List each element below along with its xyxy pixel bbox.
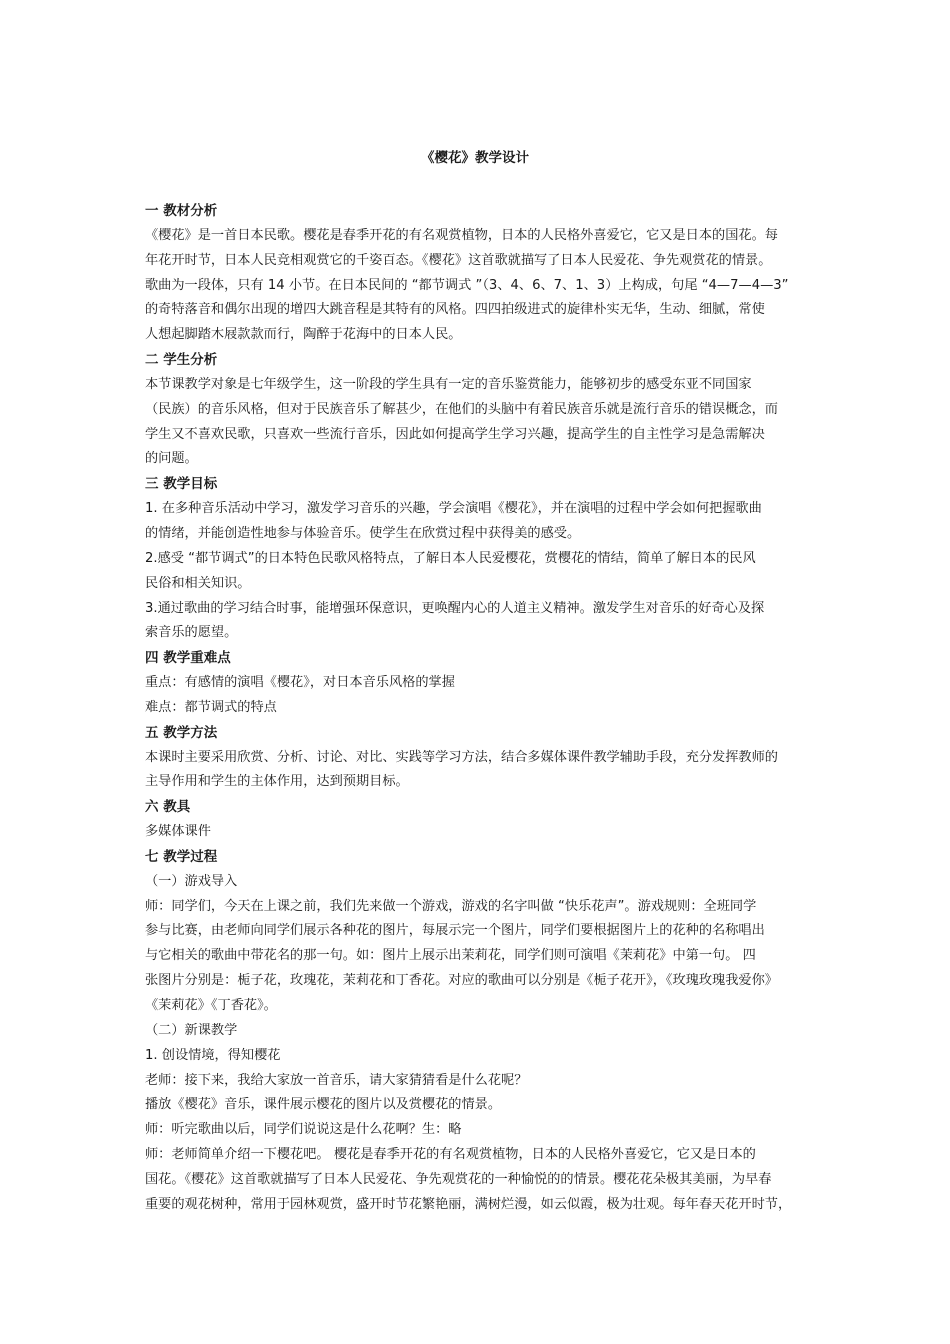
section-heading: 三 教学目标: [145, 476, 218, 493]
paragraph-line: 人想起脚踏木屐款款而行，陶醉于花海中的日本人民。: [145, 327, 462, 343]
section-heading: 二 学生分析: [145, 352, 218, 369]
document-title: 《樱花》教学设计: [421, 150, 529, 166]
paragraph-line: 的奇特落音和偶尔出现的增四大跳音程是其特有的风格。四四拍级进式的旋律朴实无华，生动、细腻，常使: [145, 302, 765, 318]
paragraph-line: 重要的观花树种，常用于园林观赏，盛开时节花繁艳丽，满树烂漫，如云似霞，极为壮观。每年春天花开时节，: [145, 1196, 792, 1212]
paragraph-line: 本课时主要采用欣赏、分析、讨论、对比、实践等学习方法，结合多媒体课件教学辅助手段，充分发挥教师的: [145, 749, 778, 765]
paragraph-line: 参与比赛，由老师向同学们展示各种花的图片，每展示完一个图片，同学们要根据图片上的花种的名称唱出: [145, 923, 765, 939]
paragraph-line: 的情绪，并能创造性地参与体验音乐。使学生在欣赏过程中获得美的感受。: [145, 525, 581, 541]
paragraph-line: 老师：接下来，我给大家放一首音乐，请大家猜猜看是什么花呢？: [145, 1072, 528, 1088]
document-body: [145, 199, 827, 1218]
paragraph-line: 播放《樱花》音乐，课件展示樱花的图片以及赏樱花的情景。: [145, 1097, 502, 1113]
paragraph-line: 《樱花》是一首日本民歌。樱花是春季开花的有名观赏植物，日本的人民格外喜爱它，它又是日本的国花。每: [145, 227, 778, 243]
paragraph-line: 1. 创设情境，得知樱花: [145, 1047, 281, 1063]
paragraph-line: 2.感受 “都节调式”的日本特色民歌风格特点，了解日本人民爱樱花，赏樱花的情结，简单了解日本的民风: [145, 550, 756, 566]
paragraph-line: 多媒体课件: [145, 824, 211, 840]
section-heading: 四 教学重难点: [145, 650, 231, 667]
paragraph-line: 师：听完歌曲以后，同学们说说这是什么花啊？生：略: [145, 1122, 462, 1138]
paragraph-line: 张图片分别是：栀子花，玫瑰花，茉莉花和丁香花。对应的歌曲可以分别是《栀子花开》，《玫瑰玫瑰我爱你》: [145, 973, 778, 989]
section-heading: 六 教具: [145, 799, 191, 816]
paragraph-line: 民俗和相关知识。: [145, 575, 251, 591]
paragraph-line: 主导作用和学生的主体作用，达到预期目标。: [145, 774, 409, 790]
paragraph-line: 与它相关的歌曲中带花名的那一句。如：图片上展示出茉莉花，同学们则可演唱《茉莉花》中第一句。 四: [145, 948, 756, 964]
paragraph-line: 重点：有感情的演唱《樱花》，对日本音乐风格的掌握: [145, 675, 455, 691]
paragraph-line: 年花开时节，日本人民竞相观赏它的千姿百态。《樱花》这首歌就描写了日本人民爱花、争先观赏花的情景。: [145, 252, 772, 268]
section-heading: 五 教学方法: [145, 724, 218, 741]
paragraph-line: 索音乐的愿望。: [145, 625, 238, 641]
paragraph-line: 本节课教学对象是七年级学生，这一阶段的学生具有一定的音乐鉴赏能力，能够初步的感受东亚不同国家: [145, 376, 752, 392]
paragraph-line: （一）游戏导入: [145, 873, 238, 889]
paragraph-line: 国花。《樱花》这首歌就描写了日本人民爱花、争先观赏花的一种愉悦的的情景。樱花花朵极其美丽，为早春: [145, 1171, 772, 1187]
paragraph-line: 师：老师简单介绍一下樱花吧。 樱花是春季开花的有名观赏植物，日本的人民格外喜爱它，它又是日本的: [145, 1147, 756, 1163]
paragraph-line: 《茉莉花》《丁香花》。: [145, 998, 277, 1013]
paragraph-line: 歌曲为一段体，只有 14 小节。在日本民间的 “都节调式 ”（3、4、6、7、1、3）上构成，句尾 “4—7—4—3”: [145, 277, 789, 293]
paragraph-line: （民族）的音乐风格，但对于民族音乐了解甚少，在他们的头脑中有着民族音乐就是流行音乐的错误概念，而: [145, 401, 778, 417]
section-heading: 七 教学过程: [145, 848, 218, 865]
paragraph-line: 的问题。: [145, 451, 198, 467]
paragraph-line: 1. 在多种音乐活动中学习，激发学习音乐的兴趣，学会演唱《樱花》，并在演唱的过程中学会如何把握歌曲: [145, 501, 762, 517]
paragraph-line: （二）新课教学: [145, 1022, 238, 1038]
paragraph-line: 学生又不喜欢民歌，只喜欢一些流行音乐，因此如何提高学生学习兴趣，提高学生的自主性学习是急需解决: [145, 426, 765, 442]
section-heading: 一 教材分析: [145, 203, 218, 219]
paragraph-line: 师：同学们，今天在上课之前，我们先来做一个游戏，游戏的名字叫做 “快乐花声”。游戏规则：全班同学: [145, 898, 757, 914]
paragraph-line: 难点：都节调式的特点: [145, 699, 277, 715]
paragraph-line: 3.通过歌曲的学习结合时事，能增强环保意识，更唤醒内心的人道主义精神。激发学生对音乐的好奇心及探: [145, 600, 765, 616]
